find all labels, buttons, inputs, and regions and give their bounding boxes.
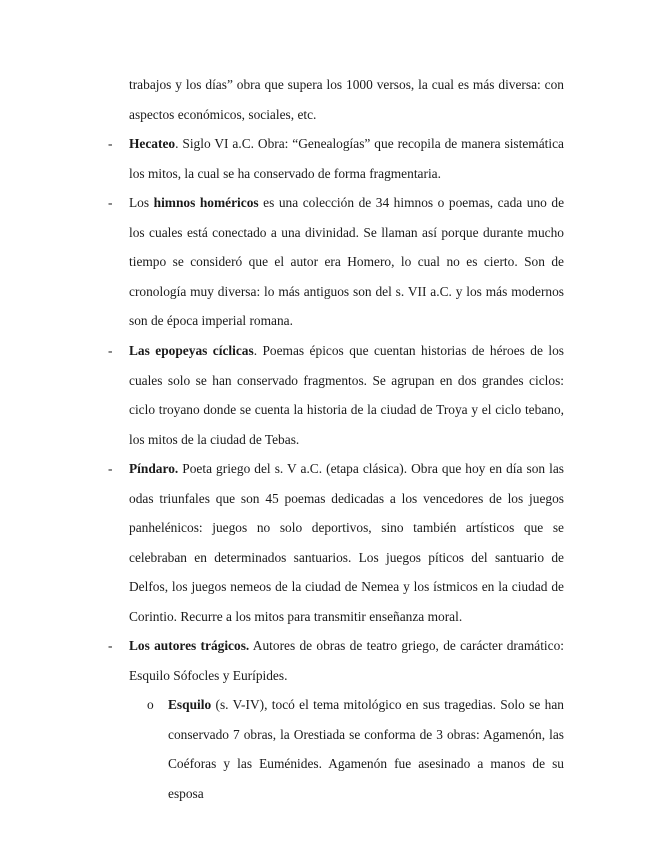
item-text: . Poemas épicos que cuentan historias de héroes de los cuales solo se han conservado fragmentos. Se agrupan en dos grandes ciclos: ciclo troyano donde se cuenta la historia de la ciudad de Troya y el ciclo tebano, los mitos de la ciudad de Tebas. [129, 343, 564, 447]
item-text: es una colección de 34 himnos o poemas, cada uno de los cuales está conectado a una divinidad. Se llaman así porque durante mucho tiempo se consideró que el autor era Homero, lo cual no es cierto. Son de cronología muy diversa: lo más antiguos son del s. VII a.C. y los más modernos son de época imperial romana. [129, 195, 565, 328]
item-text: Poeta griego del s. V a.C. (etapa clásica). Obra que hoy en día son las odas triunfales que son 45 poemas dedicadas a los vencedores de los juegos panhelénicos: juegos no solo deportivos, sino también artísticos que se celebraban en determinados santuarios. Los juegos píticos del santuario de Delfos, los juegos nemeos de la ciudad de Nemea y los ístmicos en la ciudad de Corintio. Recurre a los mitos para transmitir enseñanza moral. [129, 461, 564, 624]
item-heading: Las epopeyas cíclicas [129, 343, 254, 358]
list-item-epopeyas [129, 336, 564, 454]
bullet-marker: - [108, 638, 113, 653]
bullet-marker: - [108, 461, 113, 476]
item-heading: Hecateo [129, 136, 176, 151]
list-item-hecateo [129, 129, 564, 188]
item-prefix: Los [129, 195, 154, 210]
list-item-autores-tragicos [129, 631, 564, 690]
bullet-marker: - [108, 343, 113, 358]
item-text: Autores de obras de teatro griego, de carácter dramático: Esquilo Sófocles y Eurípides. [129, 638, 564, 683]
list-item-pindaro [129, 454, 564, 631]
list-item-himnos [129, 188, 564, 336]
item-text: . Siglo VI a.C. Obra: “Genealogías” que recopila de manera sistemática los mitos, la cual se ha conservado de forma fragmentaria. [129, 136, 564, 181]
item-heading: himnos homéricos [153, 195, 259, 210]
item-heading: Esquilo [168, 697, 212, 712]
item-heading: Píndaro. [129, 461, 179, 476]
item-heading: Los autores trágicos. [129, 638, 250, 653]
sub-bullet-marker: o [147, 697, 154, 712]
intro-paragraph: trabajos y los días” obra que supera los 1000 versos, la cual es más diversa: con aspectos económicos, sociales, etc. [129, 77, 564, 122]
sub-item-esquilo [168, 690, 564, 808]
bullet-marker: - [108, 136, 113, 151]
bullet-marker: - [108, 195, 113, 210]
item-text: (s. V-IV), tocó el tema mitológico en sus tragedias. Solo se han conservado 7 obras, la Orestiada se conforma de 3 obras: Agamenón, las Coéforas y las Euménides. Agamenón fue asesinado a manos de su esposa [168, 697, 564, 801]
